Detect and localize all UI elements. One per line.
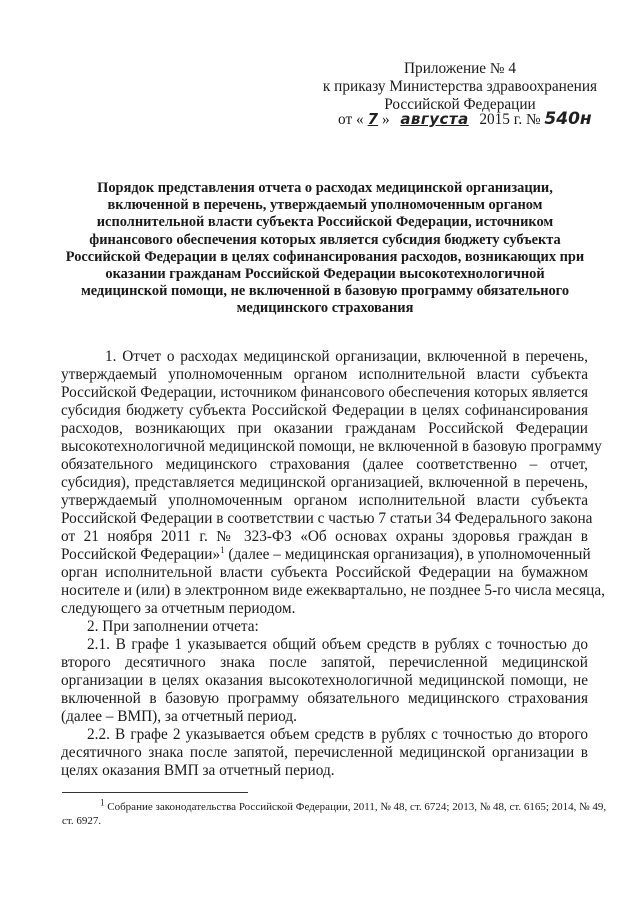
date-year: 2015 г. № <box>479 111 541 128</box>
body-line: 2.2. В графе 2 указывается объем средств в рублях с точностью до второго <box>87 726 588 743</box>
footnote-text: Собрание законодательства Российской Федерации, 2011, № 48, ст. 6724; 2013, № 48, ст. 6165; 2014, № 49, <box>104 801 607 813</box>
footnote-ref: 1 <box>220 544 225 555</box>
paragraph-2 <box>61 618 588 636</box>
footnote-line: ст. 6927. <box>62 815 102 827</box>
body-line: орган исполнительной власти субъекта Российской Федерации на бумажном <box>61 564 588 581</box>
body-line: расходов, возникающих при оказании гражданам Российской Федерации <box>61 420 588 437</box>
body-line: носителе и (или) в электронном виде ежеквартально, не позднее 5-го числа месяца, <box>61 582 605 599</box>
body-line: Российской Федерации в соответствии с частью 7 статьи 34 Федерального закона <box>61 510 593 527</box>
appendix-header <box>300 60 620 114</box>
order-date-line <box>338 110 638 129</box>
body-line: 2. При заполнении отчета: <box>87 618 259 635</box>
handwritten-month: августа <box>400 110 469 128</box>
title-line: включенной в перечень, утверждаемый уполномоченным органом <box>107 197 543 214</box>
handwritten-day: 7 <box>367 110 379 128</box>
body-line: высокотехнологичной медицинской помощи, не включенной в базовую программу <box>61 438 602 455</box>
paragraph-2-1 <box>61 636 588 726</box>
appendix-order: к приказу Министерства здравоохранения <box>322 78 598 95</box>
appendix-ministry: Российской Федерации <box>384 96 536 113</box>
title-line: медицинского страхования <box>236 300 414 317</box>
body-line: обязательного медицинского страхования (далее соответственно – отчет, <box>61 456 588 473</box>
title-line: исполнительной власти субъекта Российской Федерации, источником <box>96 214 554 231</box>
body-line: 1. Отчет о расходах медицинской организации, включенной в перечень, <box>105 348 588 365</box>
title-line: финансового обеспечения которых является субсидия бюджету субъекта <box>89 231 561 248</box>
handwritten-order-number: 540н <box>544 109 592 129</box>
date-prefix: от « <box>338 111 364 128</box>
date-mid: » <box>382 111 390 128</box>
footnote-divider <box>62 792 248 793</box>
document-title <box>62 180 588 318</box>
body-line: включенной в базовую программу обязательного медицинского страхования <box>61 690 588 707</box>
title-line: медицинской помощи, не включенной в базовую программу обязательного <box>80 283 570 300</box>
body-line: 2.1. В графе 1 указывается общий объем средств в рублях с точностью до <box>87 636 588 653</box>
appendix-title: Приложение № 4 <box>404 60 516 77</box>
footnote-mark: 1 <box>100 797 105 808</box>
body-line: (далее – ВМП), за отчетный период. <box>61 708 297 725</box>
body-line: организации в целях оказания высокотехнологичной медицинской помощи, не <box>61 672 588 689</box>
title-line: оказании гражданам Российской Федерации высокотехнологичной <box>105 266 545 283</box>
body-line-text: (далее – медицинская организация), в уполномоченный <box>224 546 591 563</box>
body-line: целях оказания ВМП за отчетный период. <box>61 762 335 779</box>
body-line: утверждаемый уполномоченным органом исполнительной власти субъекта <box>61 492 588 509</box>
body-line-text: Российской Федерации» <box>61 546 221 563</box>
body-line: утверждаемый уполномоченным органом исполнительной власти субъекта <box>61 366 588 383</box>
body-line: субсидия бюджету субъекта Российской Федерации в целях софинансирования <box>61 402 588 419</box>
footnote-line <box>62 797 607 814</box>
footnote <box>62 797 607 828</box>
title-line: Порядок представления отчета о расходах медицинской организации, <box>97 180 553 196</box>
body-line: десятичного знака после запятой, перечисленной медицинской организации в <box>61 744 588 761</box>
body-line: второго десятичного знака после запятой, перечисленной медицинской <box>61 654 588 671</box>
document-body <box>61 348 605 780</box>
body-line: следующего за отчетным периодом. <box>61 600 296 617</box>
body-line <box>61 544 591 564</box>
title-line: Российской Федерации в целях софинансирования расходов, возникающих при <box>65 248 585 265</box>
body-line: субсидия), представляется медицинской организацией, включенной в перечень, <box>61 474 588 491</box>
body-line: от 21 ноября 2011 г. № 323-ФЗ «Об основах охраны здоровья граждан в <box>61 528 588 545</box>
paragraph-2-2 <box>61 726 588 780</box>
paragraph-1 <box>61 348 605 618</box>
body-line: Российской Федерации, источником финансового обеспечения которых является <box>61 384 588 401</box>
